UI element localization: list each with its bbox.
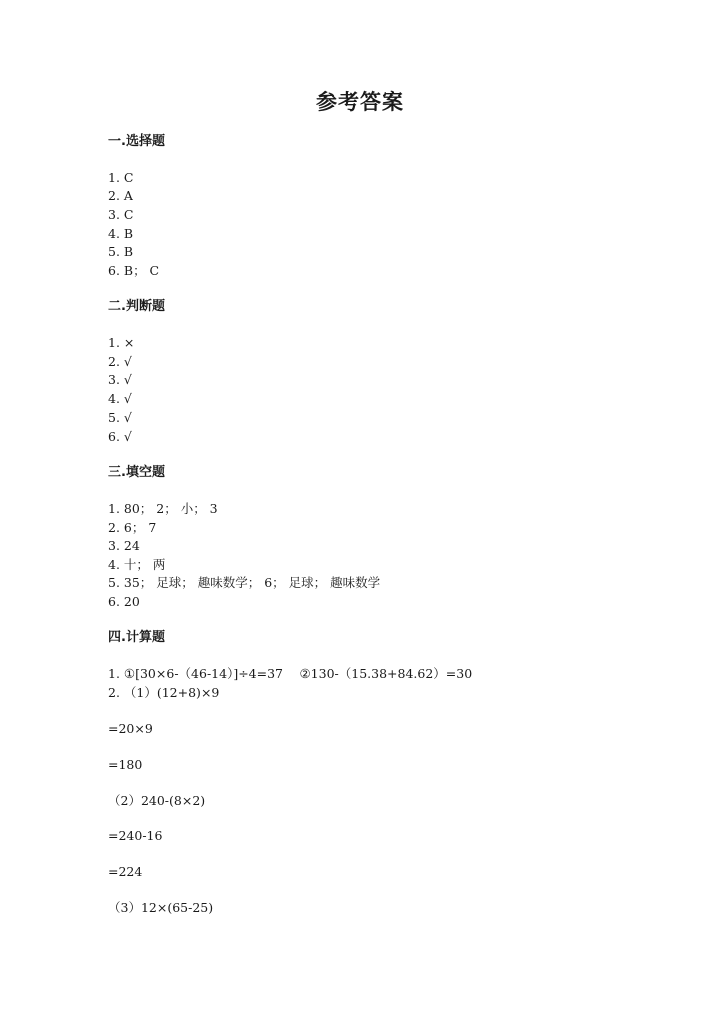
answer-line: 2. √	[108, 354, 132, 369]
answer-line: 4. √	[108, 391, 132, 406]
answer-line: 2. 6； 7	[108, 520, 157, 535]
answer-line: 6. B； C	[108, 263, 160, 278]
answer-line: 1. 80； 2； 小； 3	[108, 501, 218, 516]
section-heading-calculation: 四.计算题	[108, 630, 165, 645]
section-heading-judgement: 二.判断题	[108, 299, 165, 314]
answer-line: （2）240-(8×2)	[108, 793, 206, 808]
answer-line: 5. B	[108, 244, 134, 259]
answer-line: 6. √	[108, 429, 132, 444]
answer-line: =224	[108, 864, 143, 879]
page-title: 参考答案	[316, 90, 404, 114]
answer-line: 4. B	[108, 226, 134, 241]
answer-line: 1. C	[108, 170, 134, 185]
answer-line: 1. ①[30×6-（46-14）]÷4=37 ②130-（15.38+84.62）=30	[108, 666, 473, 681]
answer-line: 1. ×	[108, 335, 135, 350]
section-heading-choice: 一.选择题	[108, 134, 165, 149]
answer-line: 5. √	[108, 410, 132, 425]
answer-line: =180	[108, 757, 143, 772]
answer-line: 3. 24	[108, 538, 140, 553]
answer-line: 6. 20	[108, 594, 140, 609]
section-heading-fill-blank: 三.填空题	[108, 465, 165, 480]
answer-line: 3. √	[108, 372, 132, 387]
answer-line: 5. 35； 足球； 趣味数学； 6； 足球； 趣味数学	[108, 575, 381, 590]
answer-line: =240-16	[108, 828, 163, 843]
answer-line: 4. 十； 两	[108, 557, 166, 572]
answer-line: （3）12×(65-25)	[108, 900, 214, 915]
answer-line: 2. （1）(12+8)×9	[108, 685, 220, 700]
answer-line: 3. C	[108, 207, 134, 222]
answer-line: =20×9	[108, 721, 153, 736]
answer-line: 2. A	[108, 188, 133, 203]
